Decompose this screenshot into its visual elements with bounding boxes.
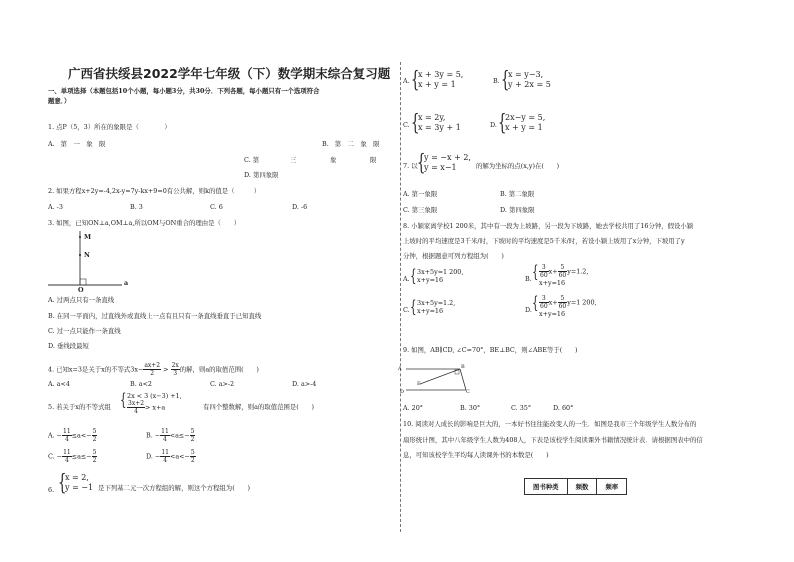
q9-option-c: C. 35° (511, 404, 532, 412)
q6-option-a (411, 68, 464, 93)
q9-label-b: B (461, 364, 465, 370)
q2-option-b: B. 3 (130, 203, 143, 211)
q6-option-b-label: B. (493, 77, 500, 85)
q8-c-eq1: 3x+5y=1.2, (417, 299, 456, 307)
q2-option-a: A. -3 (48, 203, 63, 211)
table-header-cell: 频率 (597, 479, 627, 495)
q6-b-eq2: y + 2x = 5 (508, 80, 551, 89)
q8-d-d1: 60 (540, 303, 548, 310)
q8-option-b (532, 262, 589, 287)
q6-option-c-label: C. (403, 121, 410, 129)
q7-eq-1: y = −x + 2, (424, 153, 471, 162)
q1-stem: 1. 点P（5，3）所在的象限是（ ） (48, 123, 171, 131)
q5-a-mid: ≤a<− (71, 431, 92, 440)
q8-option-b-label: B. (525, 275, 532, 283)
q6-b-brace: { (501, 68, 510, 93)
q6-b-eq1: x = y−3, (508, 70, 544, 79)
q8-option-c (410, 297, 456, 317)
q6-a-eq2: x + y = 1 (418, 80, 456, 89)
q8-line-3: 分钟，根据题意可列方程组为( ) (403, 252, 504, 260)
q8-d-frac1 (539, 295, 549, 310)
q6-a-eq1: x + 3y = 5, (418, 70, 464, 79)
q5-c-frac2 (92, 449, 98, 464)
q8-line-1: 8. 小颖家离学校1 200米，其中有一段为上坡路，另一段为下坡路，她去学校共用了16分钟，假设小颖 (403, 222, 694, 230)
q5-d-d2: 2 (190, 457, 195, 464)
q10-line-3: 息，可知该校学生平均每人读课外书的本数是( ) (403, 451, 549, 459)
q7-option-c: C. 第三象限 (403, 206, 438, 214)
q6-a-brace: { (411, 68, 420, 93)
q3-label-m: M (84, 233, 92, 241)
q7-brace: { (417, 151, 426, 176)
q6-d-eq1: 2x−y = 5, (505, 113, 546, 122)
q9-stem: 9. 如图，AB∥CD, ∠C=70°，BE⊥BC，则∠ABE等于( ) (403, 346, 578, 354)
q1-option-a: A. 第 一 象 限 (48, 140, 106, 148)
q5-b-frac2 (190, 428, 196, 443)
q5-frac-num: 3x+2 (128, 400, 145, 407)
q4-stem-pre: 4. 已知x=3是关于x的不等式3x− (48, 365, 144, 374)
q4-f1-den: 2 (150, 370, 155, 377)
q3-option-a: A. 过两点只有一条直线 (48, 296, 115, 304)
q2-stem: 2. 如果方程x+2y=-4,2x-y=7y-kx+9=0有公共解，则k的值是（ ） (48, 187, 261, 195)
q1-option-d: D. 第四象限 (244, 171, 279, 179)
q9-label-d: D (400, 389, 405, 395)
q5-c-pre: C. − (48, 452, 63, 461)
q5-frac-den: 4 (134, 408, 138, 415)
q7-option-a: A. 第一象限 (403, 190, 438, 198)
q1-option-c-1: C. 第 (244, 156, 260, 164)
book-stats-table (524, 478, 627, 495)
q5-a-pre: A. − (48, 431, 63, 440)
q5-b-d2: 2 (190, 436, 195, 443)
q4-stem-post: 的解，则a的取值范围( ) (179, 365, 259, 374)
q5-c-d1: 4 (65, 457, 69, 464)
q5-b-mid: <a≤− (169, 431, 190, 440)
q8-a-eq2: x+y=16 (417, 276, 444, 284)
q5-b-n2: 5 (190, 428, 195, 435)
q5-ineq-2-rhs: > x+a (145, 403, 166, 412)
q7-stem-post: 的解为坐标的点(x,y)在( ) (476, 162, 560, 170)
q6-system (58, 471, 94, 496)
q8-b-d1: 60 (540, 272, 548, 279)
q8-b-n2: 5 (558, 264, 568, 272)
q5-d-frac1 (160, 449, 170, 464)
q8-option-a (410, 266, 464, 286)
q5-a-n1: 11 (63, 428, 71, 435)
table-header-cell: 图书种类 (525, 479, 568, 495)
q4-option-c: C. a>-2 (210, 380, 235, 388)
q6-option-c (411, 111, 461, 136)
q7-option-d: D. 第四象限 (500, 206, 535, 214)
q5-a-d2: 2 (92, 436, 97, 443)
q5-d-pre: D. − (146, 452, 161, 461)
q3-label-n: N (84, 251, 90, 259)
q4-f2-num: 2x (171, 362, 179, 369)
q4-f2-den: 3 (173, 370, 178, 377)
q1-option-c-4: 限 (370, 156, 377, 164)
q9-option-b: B. 30° (460, 404, 481, 412)
q5-d-d1: 4 (163, 457, 168, 464)
q9-option-d: D. 60° (553, 404, 574, 412)
q8-option-d-label: D. (525, 306, 532, 314)
q3-option-d: D. 垂线段最短 (48, 342, 89, 350)
q5-option-a (48, 428, 97, 443)
q5-a-frac2 (92, 428, 98, 443)
q2-option-d: D. -6 (292, 203, 308, 211)
q7-pre: 7. 以 (403, 162, 418, 170)
q9-label-e: E (417, 381, 421, 387)
q5-c-mid: ≤a≤− (71, 452, 92, 461)
q8-b-brace: { (532, 262, 539, 282)
q5-stem-post: 有四个整数解，则a的取值范围是( ) (203, 403, 315, 411)
q8-line-2: 上坡时的平均速度是3千米/时，下坡时的平均速度是5千米/时，若设小颖上坡用了x分钟，下坡用了y (403, 237, 685, 245)
section-heading-cont: 题意．） (48, 97, 71, 105)
q8-c-eq2: x+y=16 (417, 307, 444, 315)
page-title: 广西省扶绥县2022学年七年级（下）数学期末综合复习题 (68, 66, 391, 81)
q3-option-c: C. 过一点只能作一条直线 (48, 327, 121, 335)
q5-option-c (48, 449, 97, 464)
q5-ineq-2 (127, 400, 182, 415)
q8-b-mid: x+ (548, 267, 558, 276)
q6-c-eq2: x = 3y + 1 (418, 123, 461, 132)
q5-c-d2: 2 (92, 457, 97, 464)
q4-option-d: D. a>-4 (292, 380, 317, 388)
q5-a-frac1 (62, 428, 72, 443)
q5-ineq-1: 2x < 3 (x−3) +1, (127, 392, 182, 400)
q5-d-n2: 5 (190, 449, 195, 456)
q3-option-b: B. 在同一平面内，过直线外或直线上一点有且只有一条直线垂直于已知直线 (48, 312, 262, 320)
q5-a-n2: 5 (92, 428, 97, 435)
q6-d-eq2: x + y = 1 (505, 123, 543, 132)
q5-b-frac1 (160, 428, 170, 443)
q6-d-brace: { (498, 111, 507, 136)
q7-option-b: B. 第二象限 (500, 190, 535, 198)
table-header-cell: 频数 (567, 479, 597, 495)
table-header-row (525, 479, 627, 495)
q5-frac (127, 400, 145, 415)
q5-d-mid: <a<− (169, 452, 190, 461)
q8-b-frac1 (539, 264, 549, 279)
q8-b-end: y=1.2, (567, 267, 589, 276)
q6-option-b (501, 68, 551, 93)
q5-option-d (146, 449, 196, 464)
q9-figure (404, 356, 474, 396)
q8-option-c-label: C. (403, 306, 410, 314)
q8-b-n1: 3 (539, 264, 549, 272)
q8-d-d2: 60 (558, 303, 567, 310)
q8-d-brace: { (532, 293, 539, 313)
q8-b-eq2: x+y=16 (539, 279, 566, 287)
q5-d-frac2 (190, 449, 196, 464)
q8-b-frac2 (558, 264, 568, 279)
q4-gt: > (163, 365, 169, 374)
q9-label-c: C (466, 389, 470, 395)
q6-brace: { (58, 471, 67, 496)
q8-option-d (532, 293, 597, 318)
q8-d-n2: 5 (558, 295, 568, 303)
q6-option-d-label: D. (490, 121, 497, 129)
q4-f1-num: ax+2 (144, 362, 161, 369)
q9-label-a: A (398, 366, 402, 372)
q5-system (120, 390, 182, 415)
q5-a-d1: 4 (64, 436, 69, 443)
q5-c-n1: 11 (63, 449, 71, 456)
q8-d-n1: 3 (539, 295, 549, 303)
q10-line-2: 扇形统计图，其中八年级学生人数为408人，下表是该校学生阅读课外书籍情况统计表．请根据图表中的信 (403, 436, 703, 444)
q5-b-d1: 4 (163, 436, 167, 443)
q4-option-b: B. a<2 (130, 380, 152, 388)
q2-option-c: C. 6 (210, 203, 223, 211)
q5-d-n1: 11 (161, 449, 169, 456)
q6-eq-1: x = 2, (65, 473, 89, 482)
q6-c-eq1: x = 2y, (418, 113, 446, 122)
q3-figure (48, 227, 158, 297)
q1-option-c-3: 象 (330, 156, 337, 164)
q4-fraction-2 (171, 362, 180, 377)
q8-d-end: y=1 200, (567, 298, 597, 307)
q5-c-n2: 5 (92, 449, 97, 456)
q7-system (417, 151, 471, 176)
q4-fraction-1 (143, 362, 161, 377)
q8-option-a-label: A. (403, 275, 410, 283)
q8-b-d2: 60 (558, 272, 567, 279)
q3-label-o: O (78, 286, 84, 294)
q3-label-a: a (124, 279, 129, 287)
q6-c-brace: { (411, 111, 420, 136)
q4-stem (48, 362, 259, 377)
section-heading: 一、单项选择（本题包括10个小题，每小题3分，共30分．下列各题，每小题只有一个选项符合 (48, 87, 320, 95)
q5-b-n1: 11 (161, 428, 169, 435)
q4-option-a: A. a<4 (48, 380, 70, 388)
q6-eq-2: y = −1 (65, 483, 94, 492)
q6-option-d (498, 111, 546, 136)
q1-option-b: B. 第 二 象 限 (322, 140, 380, 148)
q6-number: 6. (48, 486, 55, 494)
q7-eq-2: y = x−1 (424, 163, 457, 172)
q5-b-pre: B. − (146, 431, 161, 440)
q5-brace: { (120, 390, 127, 410)
q3-stem: 3. 如图，已知ON⊥a,OM⊥a,所以OM与ON重合的理由是（ ） (48, 219, 241, 227)
q9-option-a: A. 20° (403, 404, 424, 412)
q5-c-frac1 (62, 449, 72, 464)
q1-option-c-2: 三 (290, 156, 297, 164)
q6-option-a-label: A. (403, 77, 410, 85)
q8-d-eq1 (539, 295, 597, 310)
q8-d-frac2 (558, 295, 568, 310)
q8-d-mid: x+ (548, 298, 558, 307)
q8-b-eq1 (539, 264, 588, 279)
q8-a-eq1: 3x+5y=1 200, (417, 268, 464, 276)
q5-stem-pre: 5. 若关于x的不等式组 (48, 403, 111, 411)
q6-stem-post: 是下列基二元一次方程组的解，则这个方程组为( ) (98, 484, 250, 492)
q5-option-b (146, 428, 195, 443)
q8-c-brace: { (410, 297, 417, 317)
column-divider (400, 62, 401, 532)
q8-a-brace: { (410, 266, 417, 286)
q8-d-eq2: x+y=16 (539, 310, 566, 318)
q10-line-1: 10. 阅读对人成长的影响是巨大的，一本好书往往能改变人的一生．如图是我市三个年级学生人数分布的 (403, 420, 697, 428)
